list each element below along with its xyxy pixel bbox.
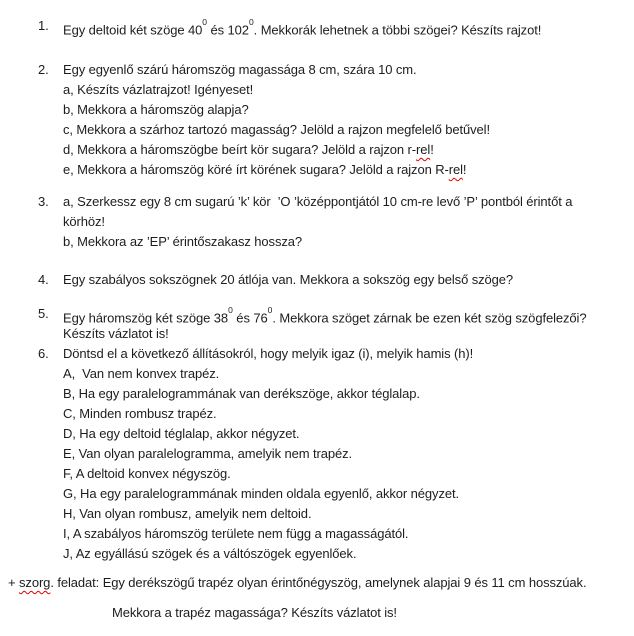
item-number: 6. bbox=[38, 346, 49, 361]
statement-line-a: A, Van nem konvex trapéz. bbox=[63, 366, 220, 381]
statement-line-b: B, Ha egy paralelogrammának van derékszöge, akkor téglalap. bbox=[63, 386, 420, 401]
task-line: b, Mekkora a háromszög alapja? bbox=[63, 102, 249, 117]
item-number: 5. bbox=[38, 306, 49, 321]
item-number: 1. bbox=[38, 18, 49, 33]
statement-line-e: E, Van olyan paralelogramma, amelyik nem trapéz. bbox=[63, 446, 353, 461]
task-line: Egy szabályos sokszögnek 20 átlója van. Mekkora a sokszög egy belső szöge? bbox=[63, 272, 514, 287]
task-body bbox=[63, 270, 634, 290]
misspelled-word: szorg bbox=[19, 575, 51, 590]
item-number: 2. bbox=[38, 62, 49, 77]
task-item-4 bbox=[0, 270, 634, 290]
text-segment: e, Mekkora a háromszög köré írt körének sugara? Jelöld a rajzon R- bbox=[63, 162, 449, 177]
statement-line-c: C, Minden rombusz trapéz. bbox=[63, 406, 217, 421]
degree-superscript: 0 bbox=[228, 305, 233, 315]
task-line: a, Készíts vázlatrajzot! Igényeset! bbox=[63, 82, 254, 97]
task-line: körhöz! bbox=[63, 214, 105, 229]
task-body bbox=[63, 344, 634, 564]
text-segment: . feladat: Egy derékszögű trapéz olyan érintőnégyszög, amelynek alapjai 9 és 11 cm hosszúak. bbox=[50, 575, 587, 590]
statement-line-d: D, Ha egy deltoid téglalap, akkor négyzet. bbox=[63, 426, 300, 441]
task-item-1 bbox=[0, 16, 634, 36]
task-line: b, Mekkora az ’EP’ érintőszakasz hossza? bbox=[63, 234, 303, 249]
task-line bbox=[63, 160, 634, 180]
misspelled-word: rel bbox=[416, 142, 431, 157]
statement-line-j: J, Az egyállású szögek és a váltószögek egyenlőek. bbox=[63, 546, 357, 561]
task-item-6 bbox=[0, 344, 634, 564]
task-body bbox=[63, 192, 634, 252]
degree-superscript: 0 bbox=[248, 17, 254, 27]
task-item-2 bbox=[0, 60, 634, 180]
task-body bbox=[63, 304, 634, 344]
task-line bbox=[63, 140, 634, 160]
text-segment: és 102 bbox=[206, 22, 249, 38]
text-segment: d, Mekkora a háromszögbe beírt kör sugara? Jelöld a rajzon r- bbox=[63, 142, 417, 157]
statement-line-h: H, Van olyan rombusz, amelyik nem deltoid. bbox=[63, 506, 312, 521]
degree-superscript: 0 bbox=[267, 305, 273, 315]
text-segment: Egy deltoid két szöge 40 bbox=[63, 22, 203, 38]
item-number: 3. bbox=[38, 194, 49, 209]
text-segment: . Mekkorák lehetnek a többi szögei? Készíts rajzot! bbox=[253, 22, 542, 38]
task-line: Döntsd el a következő állításokról, hogy melyik igaz (i), melyik hamis (h)! bbox=[63, 346, 474, 361]
task-line: Készíts vázlatot is! bbox=[63, 326, 169, 341]
text-segment: és 76 bbox=[232, 310, 268, 326]
task-item-3 bbox=[0, 192, 634, 252]
task-line bbox=[63, 16, 634, 36]
task-line: c, Mekkora a szárhoz tartozó magasság? Jelöld a rajzon megfelelő betűvel! bbox=[63, 122, 490, 137]
task-line: Egy egyenlő szárú háromszög magassága 8 cm, szára 10 cm. bbox=[63, 62, 417, 77]
statement-line-f: F, A deltoid konvex négyszög. bbox=[63, 466, 231, 481]
task-line: a, Szerkessz egy 8 cm sugarú ’k’ kör ’O ’középpontjától 10 cm-re levő ’P’ pontból érintőt a bbox=[63, 194, 573, 209]
extra-task-line bbox=[0, 573, 634, 593]
item-number: 4. bbox=[38, 272, 49, 287]
task-body bbox=[63, 60, 634, 180]
text-segment: Egy háromszög két szöge 38 bbox=[63, 310, 229, 326]
text-segment: ! bbox=[462, 162, 467, 177]
text-segment: + bbox=[8, 575, 20, 590]
task-line bbox=[63, 304, 634, 324]
degree-superscript: 0 bbox=[202, 17, 207, 27]
extra-task-question: Mekkora a trapéz magassága? Készíts vázlatot is! bbox=[112, 605, 397, 620]
text-segment: ! bbox=[430, 142, 434, 157]
task-body bbox=[63, 16, 634, 36]
statement-line-i: I, A szabályos háromszög területe nem függ a magasságától. bbox=[63, 526, 409, 541]
text-segment: . Mekkora szöget zárnak be ezen két szög szögfelezői? bbox=[272, 310, 587, 326]
misspelled-word: rel bbox=[448, 162, 463, 177]
task-item-5 bbox=[0, 304, 634, 344]
statement-line-g: G, Ha egy paralelogrammának minden oldala egyenlő, akkor négyzet. bbox=[63, 486, 460, 501]
